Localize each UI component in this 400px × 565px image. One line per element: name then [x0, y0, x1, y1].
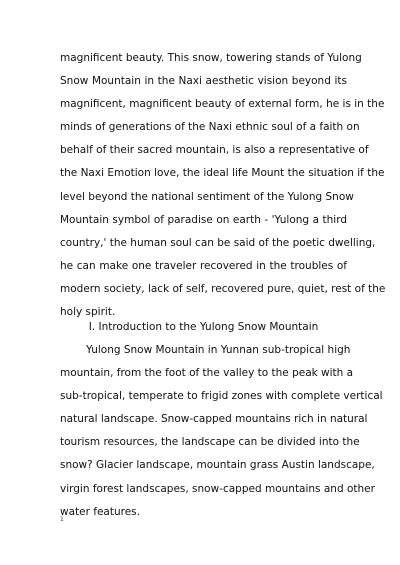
text-line: tourism resources, the landscape can be divided into the — [60, 436, 360, 449]
text-line: natural landscape. Snow-capped mountains rich in natural — [60, 413, 368, 426]
page-number: 1 — [60, 516, 64, 523]
text-line: sub-tropical, temperate to frigid zones with complete vertical — [60, 390, 383, 403]
text-line: water features. — [60, 505, 140, 518]
paragraph-continuation — [60, 47, 386, 324]
text-line: he can make one traveler recovered in the troubles of — [60, 259, 347, 272]
text-line: mountain, from the foot of the valley to the peak with a — [60, 367, 354, 380]
text-line: Mountain symbol of paradise on earth - 'Yulong a third — [60, 213, 347, 226]
text-line: virgin forest landscapes, snow-capped mountains and other — [60, 482, 375, 495]
text-line: the Naxi Emotion love, the ideal life Mount the situation if the — [60, 167, 385, 180]
text-line: snow? Glacier landscape, mountain grass Austin landscape, — [60, 459, 375, 472]
section-heading: I. Introduction to the Yulong Snow Mountain — [88, 321, 319, 333]
text-line: level beyond the national sentiment of the Yulong Snow — [60, 190, 354, 203]
text-line: Snow Mountain in the Naxi aesthetic vision beyond its — [60, 75, 347, 88]
text-line: behalf of their sacred mountain, is also a representative of — [60, 144, 369, 157]
text-line: holy spirit. — [60, 306, 116, 319]
text-line: minds of generations of the Naxi ethnic soul of a faith on — [60, 121, 360, 134]
text-line: magnificent, magnificent beauty of external form, he is in the — [60, 98, 385, 111]
text-line: Yulong Snow Mountain in Yunnan sub-tropical high — [86, 344, 351, 356]
text-line: modern society, lack of self, recovered pure, quiet, rest of the — [60, 282, 386, 295]
paragraph-introduction — [60, 339, 383, 524]
text-line: country,' the human soul can be said of the poetic dwelling, — [60, 236, 376, 249]
text-line: magnificent beauty. This snow, towering stands of Yulong — [60, 52, 362, 64]
